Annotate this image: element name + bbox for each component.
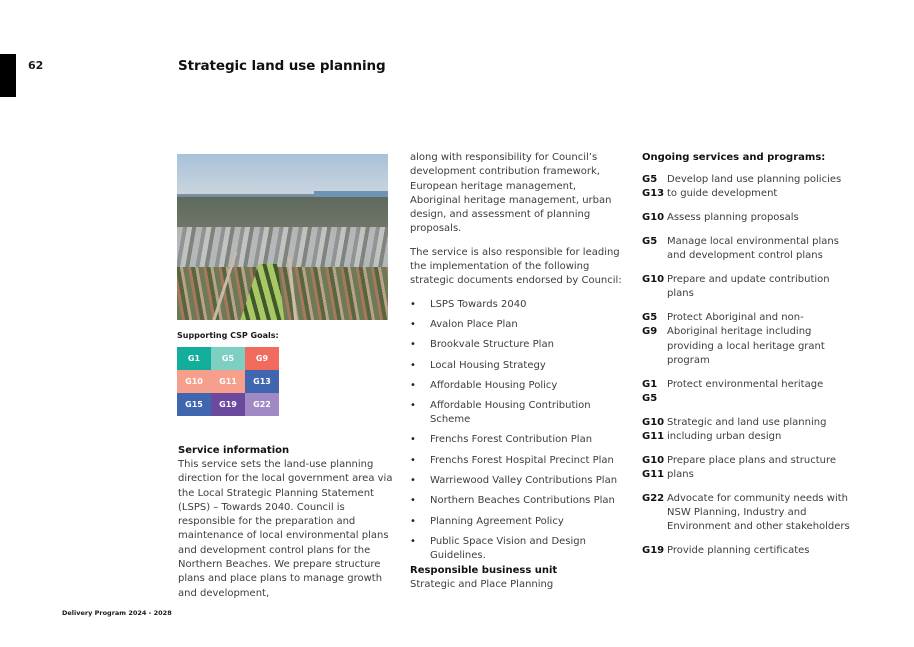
program-item	[642, 492, 852, 535]
bullet-icon: •	[410, 318, 416, 330]
service-description-column	[410, 151, 625, 569]
program-goal-codes	[642, 311, 667, 368]
goal-code: G13	[642, 188, 665, 200]
ongoing-programs-heading: Ongoing services and programs:	[642, 152, 826, 163]
service-information-text: This service sets the land-use planning direction for the local government area via the Local Strategic Planning Statement (LSPS) – Towards 2040. Council is responsible for the preparation and maintenance of local environmental plans and development control plans for the Northern Beaches. We prepare structure plans and place plans to manage growth and development,	[178, 459, 393, 599]
goal-code: G5	[642, 174, 658, 185]
program-description: Prepare place plans and structure plans	[667, 454, 837, 481]
goal-code: G11	[642, 469, 665, 481]
page-title: Strategic land use planning	[178, 58, 386, 74]
program-goal-codes	[642, 173, 667, 201]
program-goal-codes	[642, 492, 667, 535]
supporting-goals-grid	[177, 347, 279, 416]
document-name: Affordable Housing Policy	[430, 379, 558, 391]
document-name: Local Housing Strategy	[430, 359, 546, 371]
goal-code: G10	[642, 454, 665, 466]
list-item	[410, 535, 625, 563]
program-item	[642, 273, 852, 301]
program-description: Protect Aboriginal and non-Aboriginal heritage including providing a local heritage grant program	[667, 312, 825, 366]
program-goal-codes	[642, 416, 667, 444]
goal-code: G11	[642, 430, 665, 442]
program-item	[642, 211, 852, 225]
list-item	[410, 433, 625, 447]
goal-code: G19	[642, 545, 665, 557]
program-item	[642, 311, 852, 368]
goal-code: G5	[642, 312, 658, 324]
description-paragraph-1: along with responsibility for Council’s development contribution framework, European heritage management, Aboriginal heritage management, urban design, and assessment of planning proposals.	[410, 152, 612, 235]
page-number: 62	[28, 59, 44, 72]
page-tab-marker	[0, 54, 16, 97]
document-name: Frenchs Forest Hospital Precinct Plan	[430, 454, 614, 466]
program-item	[642, 544, 852, 558]
goal-code: G10	[642, 212, 665, 224]
bullet-icon: •	[410, 495, 416, 507]
program-goal-codes	[642, 211, 667, 225]
goal-badge: G11	[211, 370, 245, 393]
document-name: Avalon Place Plan	[430, 318, 518, 330]
goal-code: G22	[642, 492, 665, 504]
list-item	[410, 298, 625, 312]
bullet-icon: •	[410, 535, 416, 547]
aerial-photo	[177, 154, 388, 320]
service-information-heading: Service information	[178, 445, 290, 456]
list-item	[410, 359, 625, 373]
goal-badge: G9	[245, 347, 279, 370]
bullet-icon: •	[410, 454, 416, 466]
program-goal-codes	[642, 378, 667, 406]
goal-code: G5	[642, 392, 658, 404]
ongoing-programs	[642, 151, 852, 568]
responsible-unit-heading: Responsible business unit	[410, 565, 558, 576]
list-item	[410, 494, 625, 508]
document-name: Public Space Vision and Design Guidelines.	[430, 535, 586, 561]
goal-code: G9	[642, 326, 658, 338]
supporting-goals-label: Supporting CSP Goals:	[177, 331, 279, 340]
list-item	[410, 379, 625, 393]
list-item	[410, 318, 625, 332]
footer-document-title: Delivery Program 2024 - 2028	[62, 609, 172, 617]
program-goal-codes	[642, 544, 667, 558]
program-description: Provide planning certificates	[667, 545, 810, 557]
bullet-icon: •	[410, 298, 416, 310]
goal-badge: G1	[177, 347, 211, 370]
program-item	[642, 416, 852, 444]
goal-code: G5	[642, 235, 658, 247]
strategic-documents-list	[410, 298, 625, 563]
document-name: Warriewood Valley Contributions Plan	[430, 475, 618, 487]
bullet-icon: •	[410, 359, 416, 371]
document-name: Northern Beaches Contributions Plan	[430, 495, 615, 507]
bullet-icon: •	[410, 339, 416, 351]
document-name: Affordable Housing Contribution Scheme	[430, 400, 591, 426]
program-item	[642, 235, 852, 263]
goal-code: G10	[642, 274, 665, 286]
goal-badge: G15	[177, 393, 211, 416]
program-description: Manage local environmental plans and development control plans	[667, 235, 839, 262]
program-description: Assess planning proposals	[667, 212, 799, 224]
document-name: Frenchs Forest Contribution Plan	[430, 434, 593, 446]
document-name: Brookvale Structure Plan	[430, 339, 554, 351]
program-description: Develop land use planning policies to guide development	[667, 174, 842, 200]
document-name: LSPS Towards 2040	[430, 298, 527, 310]
responsible-business-unit	[410, 564, 625, 592]
goal-badge: G13	[245, 370, 279, 393]
responsible-unit-value: Strategic and Place Planning	[410, 579, 554, 590]
program-item	[642, 454, 852, 482]
list-item	[410, 474, 625, 488]
program-description: Strategic and land use planning including urban design	[667, 416, 827, 442]
goal-badge: G19	[211, 393, 245, 416]
program-item	[642, 173, 852, 201]
bullet-icon: •	[410, 434, 416, 446]
goal-code: G10	[642, 416, 665, 428]
list-item	[410, 454, 625, 468]
program-goal-codes	[642, 273, 667, 301]
service-information	[178, 444, 393, 601]
list-item	[410, 399, 625, 427]
program-goal-codes	[642, 454, 667, 482]
program-item	[642, 378, 852, 406]
list-item	[410, 515, 625, 529]
list-item	[410, 338, 625, 352]
goal-badge: G10	[177, 370, 211, 393]
document-name: Planning Agreement Policy	[430, 515, 564, 527]
programs-list	[642, 173, 852, 558]
bullet-icon: •	[410, 379, 416, 391]
bullet-icon: •	[410, 400, 416, 412]
goal-badge: G5	[211, 347, 245, 370]
program-description: Protect environmental heritage	[667, 378, 824, 390]
program-description: Prepare and update contribution plans	[667, 274, 830, 300]
goal-badge: G22	[245, 393, 279, 416]
program-description: Advocate for community needs with NSW Planning, Industry and Environment and other stakeholders	[667, 492, 850, 533]
description-paragraph-2: The service is also responsible for leading the implementation of the following strategic documents endorsed by Council:	[410, 246, 622, 287]
goal-code: G1	[642, 378, 658, 390]
program-goal-codes	[642, 235, 667, 263]
bullet-icon: •	[410, 475, 416, 487]
bullet-icon: •	[410, 515, 416, 527]
